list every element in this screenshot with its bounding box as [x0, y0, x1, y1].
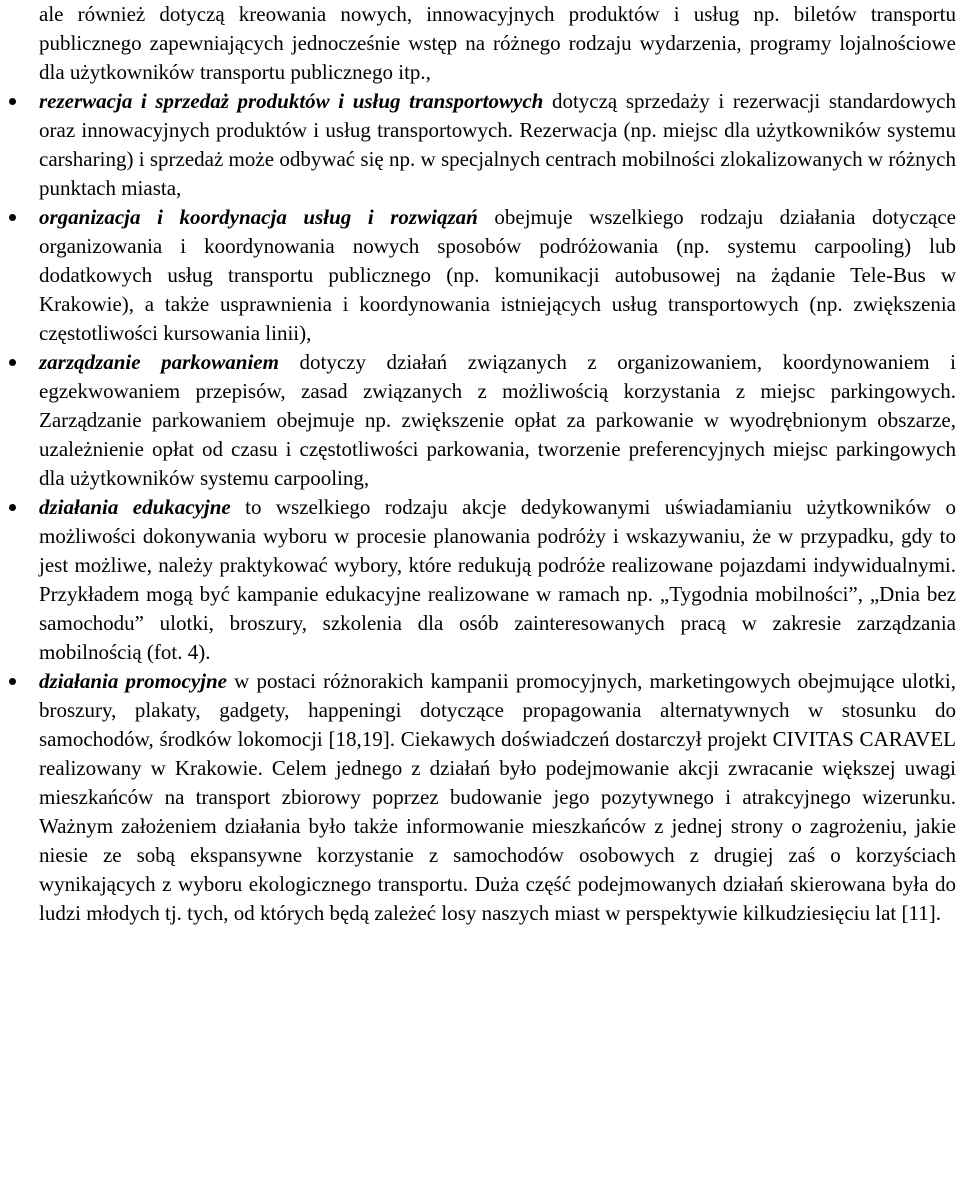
item-term: organizacja i koordynacja usług i rozwiązań — [39, 205, 478, 229]
item-text: dotyczą sprzedaży i rezerwacji standardowych oraz innowacyjnych produktów i usług transportowych. Rezerwacja (np. miejsc dla użytkowników systemu carsharing) i sprzedaż może odbywać się np. w specjalnych centrach mobilności zlokalizowanych w różnych punktach miasta, — [39, 89, 956, 200]
intro-paragraph: ale również dotyczą kreowania nowych, innowacyjnych produktów i usług np. biletów transportu publicznego zapewniających jednocześnie wstęp na różnego rodzaju wydarzenia, programy lojalnościowe dla użytkowników transportu publicznego itp., — [39, 2, 956, 84]
item-text: obejmuje wszelkiego rodzaju działania dotyczące organizowania i koordynowania nowych sposobów podróżowania (np. systemu carpooling) lub dodatkowych usług transportu publicznego (np. komunikacji autobusowej na żądanie Tele-Bus w Krakowie), a także usprawnienia i koordynowania istniejących usług transportowych (np. zwiększenia częstotliwości kursowania linii), — [39, 205, 956, 345]
list-item-educational-actions — [39, 493, 956, 667]
item-term: rezerwacja i sprzedaż produktów i usług transportowych — [39, 89, 544, 113]
item-term: działania promocyjne — [39, 669, 227, 693]
bullet-icon — [9, 359, 16, 366]
bullet-icon — [9, 214, 16, 221]
bullet-icon — [9, 504, 16, 511]
list-item-reservation-sales — [39, 87, 956, 203]
item-text: dotyczy działań związanych z organizowaniem, koordynowaniem i egzekwowaniem przepisów, zasad związanych z możliwością korzystania z miejsc parkingowych. Zarządzanie parkowaniem obejmuje np. zwiększenie opłat za parkowanie w wyodrębnionym obszarze, uzależnienie opłat od czasu i częstotliwości parkowania, tworzenie preferencyjnych miejsc parkingowych dla użytkowników systemu carpooling, — [39, 350, 956, 490]
list-item-parking-management — [39, 348, 956, 493]
item-text: w postaci różnorakich kampanii promocyjnych, marketingowych obejmujące ulotki, broszury, plakaty, gadgety, happeningi dotyczące propagowania alternatywnych w stosunku do samochodów, środków lokomocji [18,19]. Ciekawych doświadczeń dostarczył projekt CIVITAS CARAVEL realizowany w Krakowie. Celem jednego z działań było podejmowanie akcji zwracanie większej uwagi mieszkańców na transport zbiorowy poprzez budowanie jego pozytywnego i atrakcyjnego wizerunku. Ważnym założeniem działania było także informowanie mieszkańców z jednej strony o zagrożeniu, jakie niesie ze sobą ekspansywne korzystanie z samochodów osobowych z drugiej zaś o korzyściach wynikających z wyboru ekologicznego transportu. Duża część podejmowanych działań skierowana była do ludzi młodych tj. tych, od których będą zależeć losy naszych miast w perspektywie kilkudziesięciu lat [11]. — [39, 669, 957, 925]
bullet-icon — [9, 678, 16, 685]
list-item-organization-coordination — [39, 203, 956, 348]
bullet-icon — [9, 98, 16, 105]
item-text: to wszelkiego rodzaju akcje dedykowanymi uświadamianiu użytkowników o możliwości dokonywania wyboru w procesie planowania podróży i wskazywaniu, że w przypadku, gdy to jest możliwe, należy praktykować wybory, które redukują podróże realizowane pojazdami indywidualnymi. Przykładem mogą być kampanie edukacyjne realizowane w ramach np. „Tygodnia mobilności”, „Dnia bez samochodu” ulotki, broszury, szkolenia dla osób zainteresowanych pracą w zakresie zarządzania mobilnością (fot. 4). — [39, 495, 956, 664]
list-item-promotional-actions — [39, 667, 956, 928]
item-term: działania edukacyjne — [39, 495, 231, 519]
item-term: zarządzanie parkowaniem — [39, 350, 279, 374]
